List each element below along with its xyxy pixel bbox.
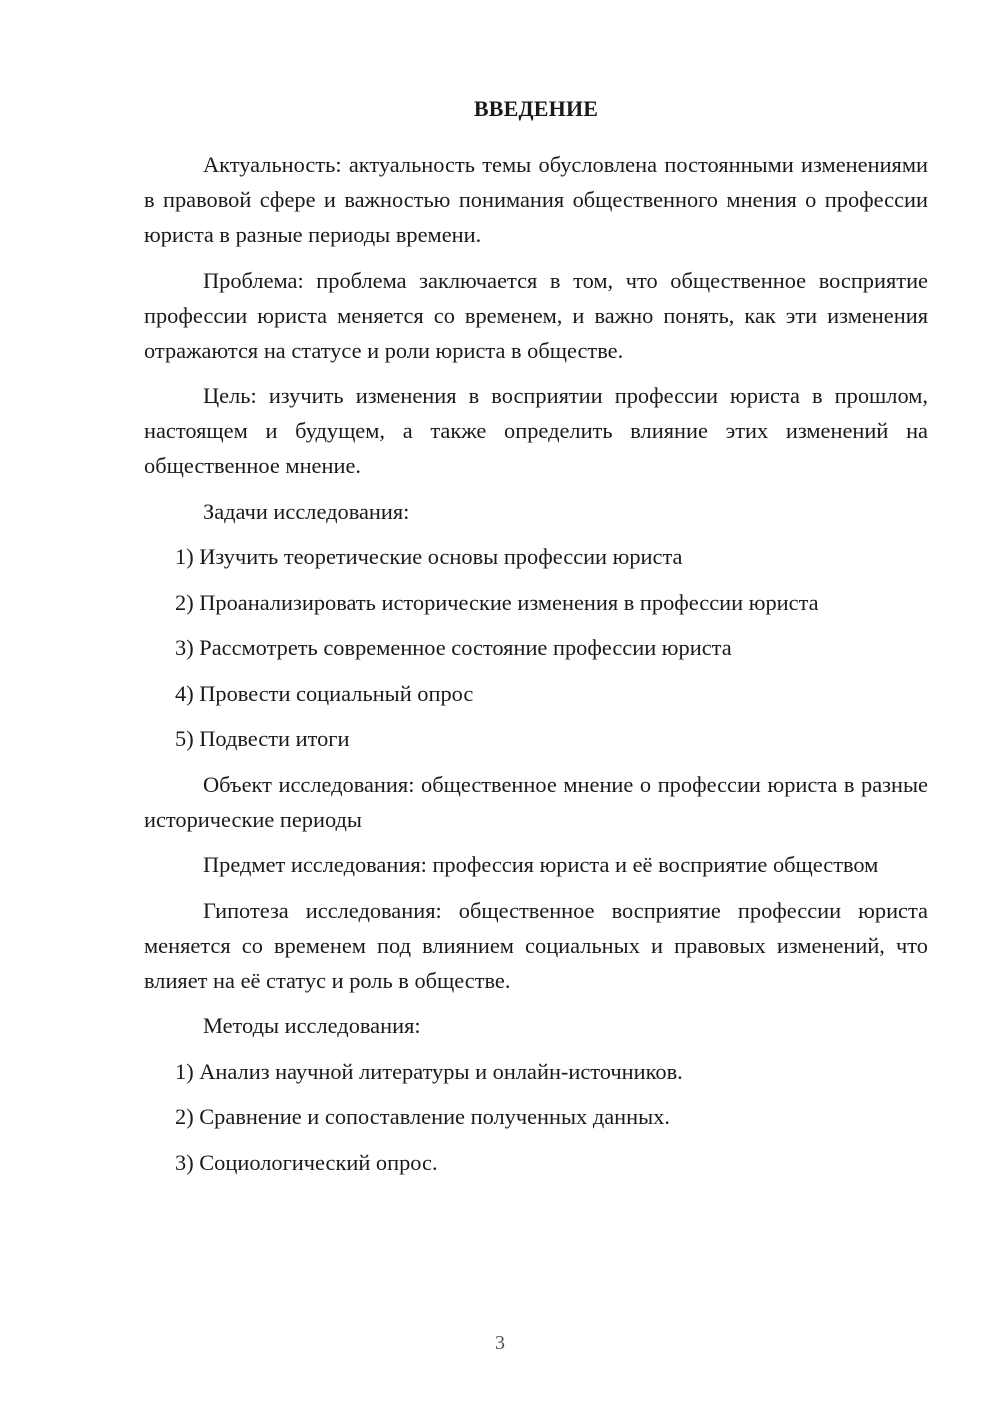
paragraph-methods-intro: Методы исследования: (203, 1013, 421, 1038)
paragraph-problem: Проблема: проблема заключается в том, что общественное восприятие профессии юриста меняется со временем, и важно понять, как эти изменения отражаются на статусе и роли юриста в обществе. (144, 267, 928, 363)
paragraph-object: Объект исследования: общественное мнение о профессии юриста в разные исторические периоды (144, 771, 928, 832)
method-item: 3) Социологический опрос. (175, 1149, 438, 1175)
task-item: 1) Изучить теоретические основы профессии юриста (175, 544, 683, 569)
task-item: 5) Подвести итоги (175, 726, 350, 751)
paragraph-subject: Предмет исследования: профессия юриста и её восприятие обществом (203, 852, 879, 877)
method-item: 1) Анализ научной литературы и онлайн-источников. (175, 1058, 683, 1084)
section-heading: ВВЕДЕНИЕ (473, 96, 599, 121)
paragraph-goal: Цель: изучить изменения в восприятии профессии юриста в прошлом, настоящем и будущем, а также определить влияние этих изменений на общественное мнение. (144, 383, 928, 478)
task-item: 3) Рассмотреть современное состояние профессии юриста (175, 635, 732, 660)
methods-list (144, 1054, 928, 1180)
method-item: 2) Сравнение и сопоставление полученных данных. (175, 1104, 670, 1129)
paragraph-hypothesis: Гипотеза исследования: общественное восприятие профессии юриста меняется со временем под влиянием социальных и правовых изменений, что влияет на её статус и роль в обществе. (144, 897, 928, 993)
tasks-list (144, 539, 928, 756)
paragraph-tasks-intro: Задачи исследования: (203, 498, 410, 524)
document-page (144, 92, 928, 1180)
page-number: 3 (495, 1332, 505, 1354)
paragraph-relevance: Актуальность: актуальность темы обусловлена постоянными изменениями в правовой сфере и важностью понимания общественного мнения о профессии юриста в разные периоды времени. (144, 152, 928, 247)
task-item: 2) Проанализировать исторические изменения в профессии юриста (175, 589, 819, 615)
task-item: 4) Провести социальный опрос (175, 680, 474, 706)
